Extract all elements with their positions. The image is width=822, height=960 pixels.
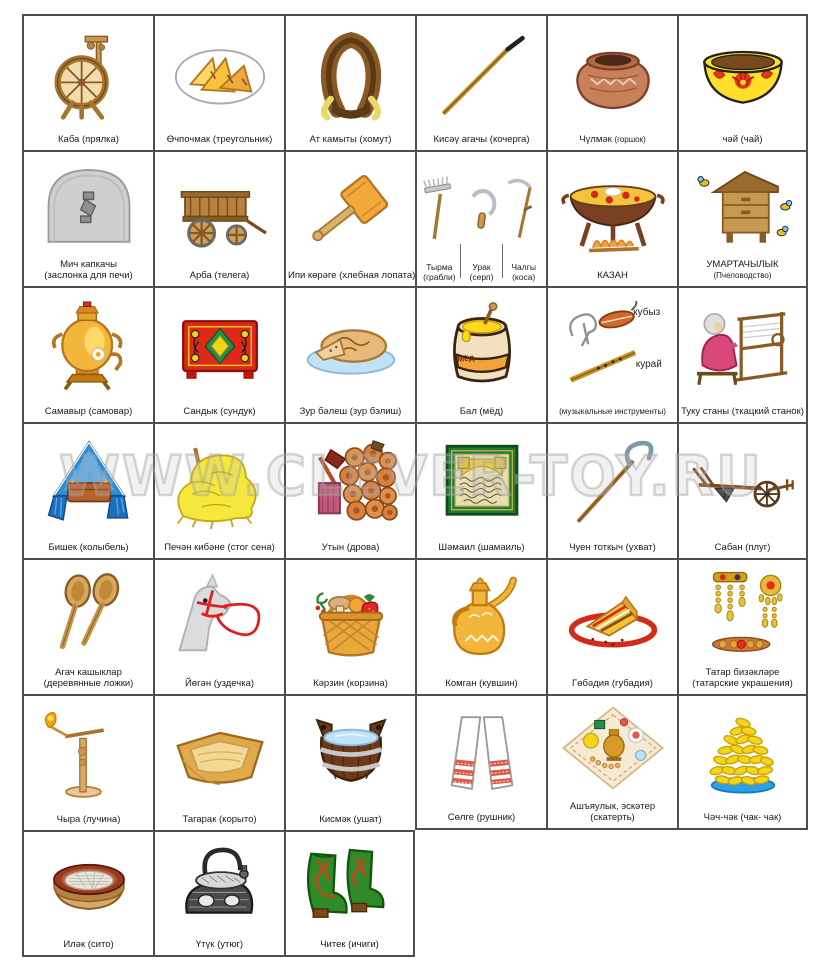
card-art <box>679 560 806 667</box>
card-label <box>548 270 677 286</box>
card-chak-chak <box>677 694 808 830</box>
chest-icon <box>162 301 278 393</box>
label-text: (деревянные ложки) <box>43 677 134 689</box>
label-text: (коса) <box>512 271 536 282</box>
card-label <box>679 542 806 558</box>
shamail-icon <box>424 437 540 529</box>
label-text: Йөгән (уздечка) <box>184 677 255 689</box>
card-art <box>155 288 284 406</box>
card-label <box>548 801 677 828</box>
label-text: Чалгы <box>511 261 536 272</box>
card-art <box>24 16 153 134</box>
label-text: Сабан (плуг) <box>714 541 771 553</box>
card-samavyr <box>22 286 153 422</box>
bread-shovel-icon <box>293 165 409 257</box>
card-label <box>417 406 546 422</box>
label-text: Шәмаил (шамаиль) <box>438 541 525 553</box>
card-art <box>548 424 677 542</box>
card-art <box>24 832 153 939</box>
tub-icon <box>293 709 409 801</box>
label-text: Өчпочмак (треугольник) <box>166 133 273 145</box>
horse-collar-icon <box>293 29 409 121</box>
oven-fork-icon <box>555 437 671 529</box>
cradle-icon <box>31 437 147 529</box>
card-row <box>22 558 808 694</box>
label-text: Тагарак (корыто) <box>182 813 257 825</box>
label-text: УМАРТАЧЫЛЫК <box>706 258 779 270</box>
card-row <box>22 150 808 286</box>
card-art <box>155 696 284 814</box>
sickle-icon <box>465 156 499 262</box>
label-text: (горшок) <box>614 134 646 144</box>
card-label <box>24 939 153 955</box>
card-kismak <box>284 694 415 830</box>
card-pechan-kibane <box>153 422 284 558</box>
label-text: (музыкальные инструменты) <box>559 406 666 416</box>
card-ochpochmak <box>153 14 284 150</box>
watermark: WWW.CLEVER-TOY.RU <box>59 444 763 508</box>
inner-label: кубыз <box>633 306 661 318</box>
card-art <box>679 16 806 134</box>
card-art <box>286 16 415 134</box>
card-art <box>417 560 546 678</box>
iron-icon <box>162 839 278 931</box>
haystack-icon <box>162 437 278 529</box>
label-text: Туку станы (ткацкий станок) <box>681 405 804 417</box>
label-text: Урак <box>472 261 491 272</box>
label-text: Чуен тоткыч (ухват) <box>569 541 656 553</box>
label-text: Үтүк (утюг) <box>195 938 244 950</box>
card-yogan <box>153 558 284 694</box>
label-text: Ашъяулык, эскәтер <box>569 800 656 812</box>
label-text: Гөбәдия (губадия) <box>572 677 653 689</box>
card-art <box>548 16 677 134</box>
card-art <box>155 152 284 270</box>
jewelry-icon <box>685 567 801 659</box>
card-art <box>417 16 546 134</box>
card-solge <box>415 694 546 830</box>
card-label <box>679 406 806 422</box>
card-zur-balesh <box>284 286 415 422</box>
card-label <box>470 262 494 286</box>
inner-label: курай <box>635 358 662 370</box>
card-label <box>286 406 415 422</box>
gubadiya-icon <box>555 573 671 665</box>
trough-icon <box>162 709 278 801</box>
card-art <box>679 696 806 812</box>
beehive-icon <box>685 159 801 251</box>
scythe-icon <box>507 156 541 262</box>
card-bal <box>415 286 546 422</box>
card-art <box>548 560 677 678</box>
honey-barrel-icon <box>424 301 540 393</box>
firewood-icon <box>293 437 409 529</box>
label-text: Мич капкачы <box>60 258 117 270</box>
ewer-icon <box>424 573 540 665</box>
card-row <box>22 14 808 150</box>
label-text: Ипи көрәге (хлебная лопата) <box>288 269 416 281</box>
boots-icon <box>292 839 408 931</box>
card-art <box>24 560 153 667</box>
card-chalgy <box>503 156 544 286</box>
card-tatar-bizaklare <box>677 558 808 694</box>
card-label <box>679 259 806 286</box>
card-label <box>417 542 546 558</box>
card-agach-kashyklar <box>22 558 153 694</box>
card-label <box>155 939 284 955</box>
card-art <box>286 424 415 542</box>
card-art <box>417 288 546 406</box>
card-art <box>155 560 284 678</box>
label-text: (грабли) <box>423 271 456 282</box>
card-chitek <box>284 830 415 957</box>
card-grid <box>22 14 808 957</box>
label-text: Сандык (сундук) <box>183 405 256 417</box>
card-kazan <box>546 150 677 286</box>
card-label <box>423 262 455 286</box>
label-text: Самавыр (самовар) <box>44 405 133 417</box>
label-text: Агач кашыклар <box>55 666 122 678</box>
plow-icon <box>685 437 801 529</box>
card-arba <box>153 150 284 286</box>
card-label <box>679 134 806 150</box>
loom-icon <box>685 301 801 393</box>
card-sandyk <box>153 286 284 422</box>
card-art <box>417 696 546 812</box>
card-label <box>548 406 677 422</box>
card-art <box>548 696 677 801</box>
label-text: Утын (дрова) <box>321 541 380 553</box>
label-text: Иләк (сито) <box>63 938 114 950</box>
card-label <box>548 542 677 558</box>
card-mich-kapkachy <box>22 150 153 286</box>
card-komgan <box>415 558 546 694</box>
label-text: Тырма <box>426 261 453 272</box>
card-label <box>24 259 153 286</box>
card-label <box>679 812 806 828</box>
card-art <box>155 832 284 939</box>
towel-icon <box>424 708 540 800</box>
card-field-tools <box>415 150 546 286</box>
label-text: Комган (кувшин) <box>445 677 518 689</box>
label-text: (заслонка для печи) <box>44 269 133 281</box>
card-art <box>24 288 153 406</box>
label-text: Бишек (колыбель) <box>48 541 129 553</box>
card-label <box>417 812 546 828</box>
card-label <box>24 542 153 558</box>
inner-label: Мёд <box>456 351 475 364</box>
card-instruments <box>546 286 677 422</box>
label-text: Чыра (лучина) <box>56 813 121 825</box>
basket-icon <box>293 573 409 665</box>
card-art <box>286 696 415 814</box>
label-text: Бал (мёд) <box>459 405 504 417</box>
card-row <box>22 694 808 830</box>
label-text: Каба (прялка) <box>58 133 119 145</box>
spinning-wheel-icon <box>31 29 147 121</box>
rake-icon <box>422 156 456 262</box>
bridle-icon <box>162 573 278 665</box>
samovar-icon <box>31 301 147 393</box>
card-ashyaulyk <box>546 694 677 830</box>
card-kisau-agachy <box>415 14 546 150</box>
label-text: (серп) <box>469 271 494 282</box>
card-bishek <box>22 422 153 558</box>
label-text: Чүлмәк <box>579 133 615 145</box>
card-label <box>548 678 677 694</box>
label-text: Чәч-чәк (чак- чак) <box>703 811 782 823</box>
card-umartachylyk <box>677 150 808 286</box>
cauldron-icon <box>555 165 671 257</box>
card-chay <box>677 14 808 150</box>
card-label <box>417 134 546 150</box>
card-label <box>155 270 284 286</box>
card-chulmak <box>546 14 677 150</box>
card-kaba <box>22 14 153 150</box>
card-label <box>24 406 153 422</box>
card-row <box>22 830 808 957</box>
card-art <box>24 152 153 259</box>
card-karzin <box>284 558 415 694</box>
card-tuku-stany <box>677 286 808 422</box>
card-art <box>155 424 284 542</box>
card-row <box>22 286 808 422</box>
card-label <box>286 134 415 150</box>
card-art <box>548 152 677 270</box>
card-chuen-totkych <box>546 422 677 558</box>
card-label <box>155 814 284 830</box>
card-label <box>286 270 415 286</box>
chak-chak-icon <box>685 708 801 800</box>
card-art <box>286 832 413 939</box>
label-text: (Пчеловодство) <box>713 270 772 280</box>
card-at-kamyty <box>284 14 415 150</box>
cart-icon <box>162 165 278 257</box>
card-label <box>155 406 284 422</box>
label-text: чәй (чай) <box>722 133 763 145</box>
label-text: Кисәү агачы (кочерга) <box>433 133 530 145</box>
card-art <box>417 424 546 542</box>
label-text: Читек (ичиги) <box>320 938 379 950</box>
card-art <box>286 288 415 406</box>
card-label <box>155 134 284 150</box>
label-text: Печән кибәне (стог сена) <box>164 541 275 553</box>
card-art <box>679 288 806 406</box>
tea-bowl-icon <box>685 29 801 121</box>
ochpochmak-icon <box>162 29 278 121</box>
sieve-icon <box>31 839 147 931</box>
label-text: Сөлге (рушник) <box>447 811 516 823</box>
card-label <box>286 939 413 955</box>
card-label <box>417 678 546 694</box>
card-utuk <box>153 830 284 957</box>
card-ipi-korage <box>284 150 415 286</box>
card-tagarak <box>153 694 284 830</box>
card-art <box>286 152 415 270</box>
card-art <box>679 152 806 259</box>
card-label <box>24 667 153 694</box>
label-text: Арба (телега) <box>189 269 250 281</box>
card-row <box>22 422 808 558</box>
card-art <box>679 424 806 542</box>
card-label <box>24 134 153 150</box>
card-art <box>24 696 153 814</box>
clay-pot-icon <box>555 29 671 121</box>
tablecloth-icon <box>555 702 671 794</box>
card-art <box>24 424 153 542</box>
label-text: Кәрзин (корзина) <box>313 677 388 689</box>
card-label <box>24 814 153 830</box>
card-label <box>286 814 415 830</box>
card-ilak <box>22 830 153 957</box>
label-text: (татарские украшения) <box>692 677 793 689</box>
card-utyn <box>284 422 415 558</box>
card-label <box>511 262 536 286</box>
card-art <box>286 560 415 678</box>
poker-icon <box>424 29 540 121</box>
card-art <box>548 288 677 406</box>
wooden-spoons-icon <box>31 567 147 659</box>
card-saban <box>677 422 808 558</box>
oven-damper-icon <box>31 159 147 251</box>
card-label <box>679 667 806 694</box>
card-shamail <box>415 422 546 558</box>
card-tyrma <box>419 156 460 286</box>
card-label <box>155 542 284 558</box>
pie-icon <box>293 301 409 393</box>
label-text: (скатерть) <box>590 811 635 823</box>
card-label <box>286 542 415 558</box>
label-text: КАЗАН <box>597 269 628 281</box>
card-chyra <box>22 694 153 830</box>
card-urak <box>461 156 502 286</box>
card-label <box>155 678 284 694</box>
card-label <box>286 678 415 694</box>
card-gobadiya <box>546 558 677 694</box>
label-text: Татар бизәкләре <box>705 666 780 678</box>
splinter-stand-icon <box>31 709 147 801</box>
card-label <box>548 134 677 150</box>
label-text: Зур бәлеш (зур бэлиш) <box>299 405 402 417</box>
card-art <box>155 16 284 134</box>
label-text: Ат камыты (хомут) <box>309 133 392 145</box>
label-text: Кисмәк (ушат) <box>319 813 382 825</box>
